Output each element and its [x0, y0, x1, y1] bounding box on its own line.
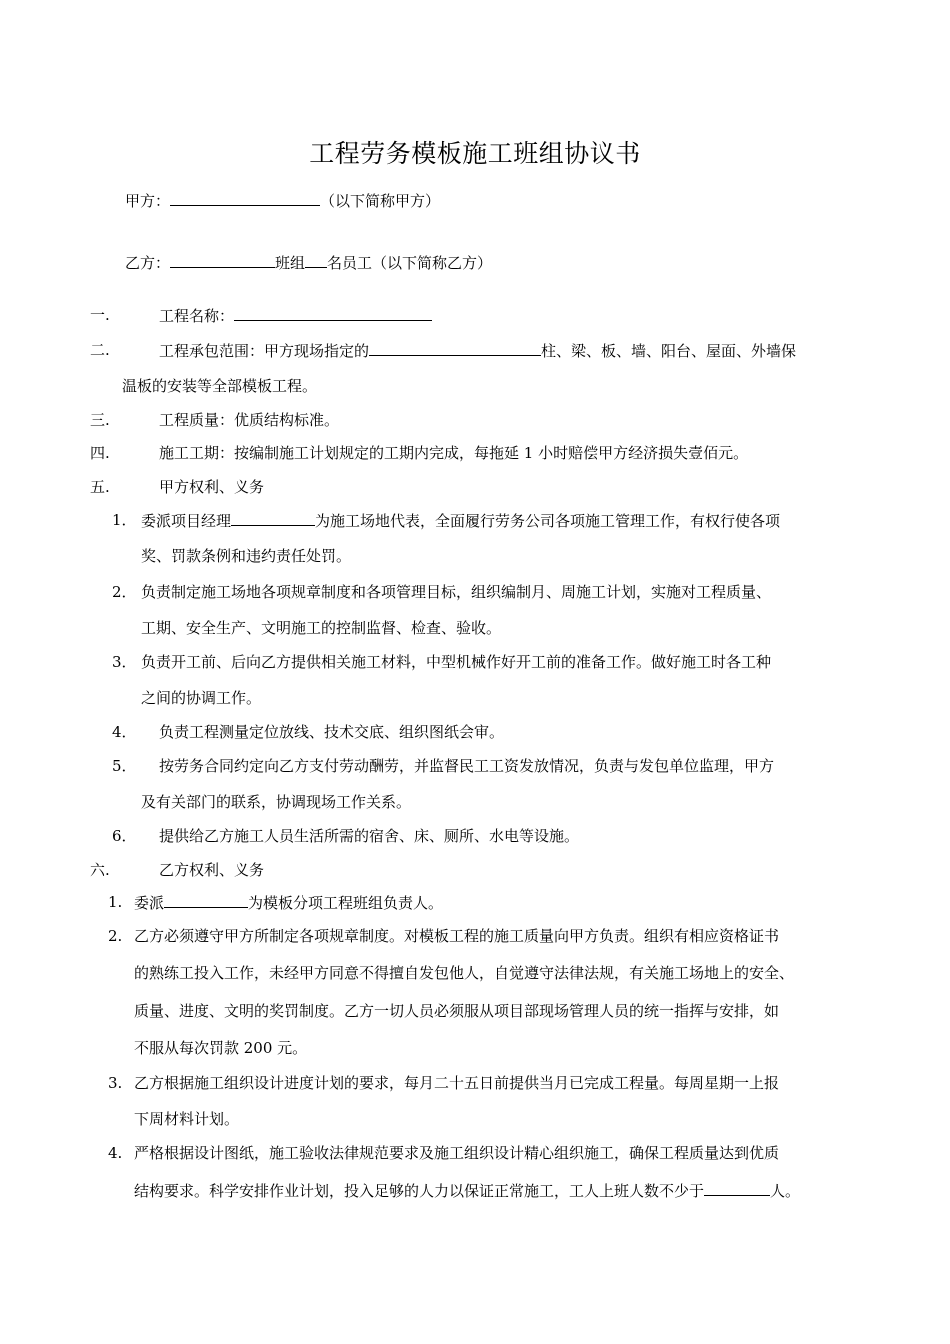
b-item-2-number: 2.	[108, 927, 123, 945]
a-item-5-number: 5．	[112, 757, 137, 775]
party-a-suffix: （以下简称甲方）	[320, 192, 441, 210]
project-name-label: 工程名称：	[159, 307, 235, 325]
party-b-blank[interactable]	[170, 252, 275, 268]
a-item-1-text-a: 委派项目经理	[141, 512, 232, 530]
project-name-blank[interactable]	[234, 305, 432, 321]
a-item-4-line-1: 负责工程测量定位放线、技术交底、组织图纸会审。	[159, 723, 505, 741]
scope-blank[interactable]	[369, 340, 541, 356]
section-2-number: 二.	[90, 341, 110, 359]
b-item-3-number: 3.	[108, 1074, 123, 1092]
a-item-5-line-2: 及有关部门的联系，协调现场工作关系。	[141, 793, 412, 811]
section-6-number: 六.	[90, 861, 110, 879]
party-a-line	[125, 190, 440, 211]
party-a-blank[interactable]	[170, 190, 320, 206]
a-item-3-line-1: 负责开工前、后向乙方提供相关施工材料，中型机械作好开工前的准备工作。做好施工时各工种	[141, 653, 772, 671]
section-2-text	[159, 340, 796, 361]
party-b-suffix: 名员工（以下简称乙方）	[327, 254, 493, 272]
a-item-6-number: 6．	[112, 827, 137, 845]
b-item-1-line-1	[134, 892, 443, 913]
a-item-4-number: 4．	[112, 723, 137, 741]
b-item-2-line-1: 乙方必须遵守甲方所制定各项规章制度。对模板工程的施工质量向甲方负责。组织有相应资格证书	[134, 927, 780, 945]
b-item-2-line-2: 的熟练工投入工作，未经甲方同意不得擅自发包他人，自觉遵守法律法规，有关施工场地上的安全、	[134, 964, 795, 982]
party-b-line	[125, 252, 492, 273]
a-item-6-line-1: 提供给乙方施工人员生活所需的宿舍、床、厕所、水电等设施。	[159, 827, 580, 845]
section-4-text: 施工工期：按编制施工计划规定的工期内完成，每拖延 1 小时赔偿甲方经济损失壹佰元。	[159, 444, 749, 462]
party-b-label: 乙方：	[125, 254, 171, 272]
document-title: 工程劳务模板施工班组协议书	[309, 139, 641, 168]
b-item-2-line-4: 不服从每次罚款 200 元。	[134, 1039, 308, 1057]
b-item-4-line-1: 严格根据设计图纸，施工验收法律规范要求及施工组织设计精心组织施工，确保工程质量达到优质	[134, 1144, 780, 1162]
party-a-label: 甲方：	[125, 192, 171, 210]
a-item-1-text-b: 为施工场地代表，全面履行劳务公司各项施工管理工作，有权行使各项	[315, 512, 781, 530]
b-item-4-number: 4.	[108, 1144, 123, 1162]
section-2-continuation: 温板的安装等全部模板工程。	[122, 377, 318, 395]
a-item-2-line-2: 工期、安全生产、文明施工的控制监督、检查、验收。	[141, 619, 502, 637]
b-item-3-line-2: 下周材料计划。	[134, 1110, 240, 1128]
a-item-1-line-2: 奖、罚款条例和违约责任处罚。	[141, 547, 352, 565]
a-item-3-number: 3．	[112, 653, 137, 671]
a-item-2-line-1: 负责制定施工场地各项规章制度和各项管理目标，组织编制月、周施工计划，实施对工程质量、	[141, 583, 772, 601]
scope-items: 柱、梁、板、墙、阳台、屋面、外墙保	[541, 342, 797, 360]
section-6-text: 乙方权利、义务	[159, 861, 265, 879]
b-item-2-line-3: 质量、进度、文明的奖罚制度。乙方一切人员必须服从项目部现场管理人员的统一指挥与安排，如	[134, 1002, 780, 1020]
section-3-text: 工程质量：优质结构标准。	[159, 411, 340, 429]
party-b-count-blank[interactable]	[305, 252, 327, 268]
section-5-text: 甲方权利、义务	[159, 478, 265, 496]
scope-label: 工程承包范围：甲方现场指定的	[159, 342, 370, 360]
b-item-1-number: 1.	[108, 893, 123, 911]
a-item-2-number: 2．	[112, 583, 137, 601]
b-item-1-text-a: 委派	[134, 894, 165, 912]
b-item-4-line-2	[134, 1180, 800, 1201]
section-4-number: 四.	[90, 444, 110, 462]
a-item-1-line-1	[141, 510, 780, 531]
section-1-text	[159, 305, 432, 326]
b-item-1-text-b: 为模板分项工程班组负责人。	[248, 894, 444, 912]
a-item-5-line-1: 按劳务合同约定向乙方支付劳动酬劳，并监督民工工资发放情况，负责与发包单位监理，甲方	[159, 757, 775, 775]
b-item-4-text-a: 结构要求。科学安排作业计划，投入足够的人力以保证正常施工，工人上班人数不少于	[134, 1182, 705, 1200]
party-b-team-label: 班组	[275, 254, 306, 272]
project-manager-blank[interactable]	[231, 510, 315, 526]
b-item-3-line-1: 乙方根据施工组织设计进度计划的要求，每月二十五日前提供当月已完成工程量。每周星期一上报	[134, 1074, 780, 1092]
worker-count-blank[interactable]	[704, 1180, 770, 1196]
a-item-1-number: 1．	[112, 511, 137, 529]
section-5-number: 五.	[90, 478, 110, 496]
section-3-number: 三.	[90, 411, 110, 429]
team-leader-blank[interactable]	[164, 892, 248, 908]
b-item-4-text-b: 人。	[770, 1182, 801, 1200]
a-item-3-line-2: 之间的协调工作。	[141, 689, 262, 707]
section-1-number: 一.	[90, 306, 110, 324]
